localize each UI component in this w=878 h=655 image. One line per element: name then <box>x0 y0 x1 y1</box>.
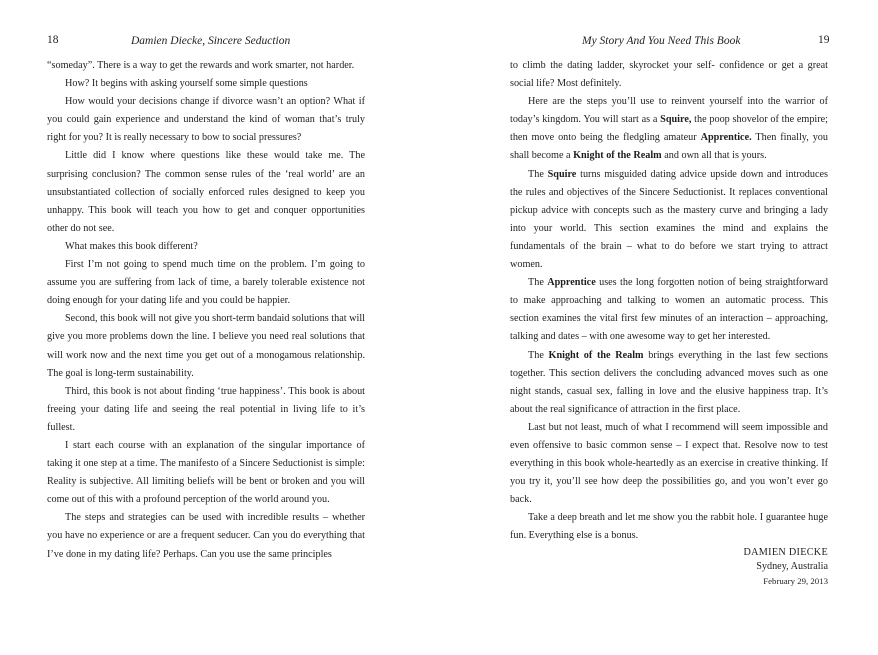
paragraph: The Apprentice uses the long forgotten notion of being straightforward to make approaching and talking to women an automatic process. This section examines the vital first few minutes of an interaction – approaching, talking and dates – with one awesome way to get her interested. <box>510 277 829 343</box>
body-text <box>47 57 365 564</box>
paragraph: How? It begins with asking yourself some simple questions <box>65 78 308 90</box>
term-knight: Knight of the Realm <box>573 150 662 162</box>
term-squire: Squire, <box>660 114 692 126</box>
author-name: DAMIEN DIECKE <box>743 546 828 558</box>
body-text <box>510 57 828 588</box>
paragraph: Here are the steps you’ll use to reinvent yourself into the warrior of today’s kingdom. You will start as a Squire, the poop shovelor of the empire; then move onto being the fledgling amateur Apprentice. Then finally, you shall become a Knight of the Realm and own all that is yours. <box>510 96 829 162</box>
term-knight: Knight of the Realm <box>548 349 644 361</box>
page-number: 19 <box>818 34 830 46</box>
running-header: Damien Diecke, Sincere Seduction <box>131 35 291 47</box>
paragraph: I start each course with an explanation of the singular importance of taking it one step at a time. The manifesto of a Sincere Seductionist is simple: Reality is subjective. All limiting beliefs will be bent or broken and you will come out of this with a profound perception of the world around you. <box>47 439 365 506</box>
term-apprentice: Apprentice <box>547 277 596 289</box>
paragraph: The Knight of the Realm brings everything in the last few sections together. This section delivers the concluding advanced moves such as one night stands, casual sex, falling in love and the elusive happiness trap. It’s about the real significance of attraction in the first place. <box>510 349 828 415</box>
paragraph: “someday”. There is a way to get the rewards and work smarter, not harder. <box>47 60 355 71</box>
signature-date: February 29, 2013 <box>763 575 828 586</box>
paragraph: First I’m not going to spend much time on the problem. I’m going to assume you are suffering from lack of time, a barely tolerable existence not doing enough for your dating life and you could be happier. <box>47 259 365 307</box>
paragraph: What makes this book different? <box>65 240 198 252</box>
paragraph: Little did I know where questions like these would take me. The surprising conclusion? The common sense rules of the ‘real world’ are an unsubstantiated collection of socially enforced rules designed to keep you unhappy. This book will teach you how to get and conquer opportunities other do not see. <box>47 150 365 234</box>
paragraph: Last but not least, much of what I recommend will seem impossible and even offensive to basic common sense – I expect that. Resolve now to test everything in this book whole-heartedly as an exercise in creative thinking. If you try it, you’ll see how deep the possibilities go, and you won’t ever go back. <box>510 421 828 506</box>
term-apprentice: Apprentice. <box>700 132 752 144</box>
paragraph: Take a deep breath and let me show you the rabbit hole. I guarantee huge fun. Everything else is a bonus. <box>510 512 828 542</box>
paragraph: The steps and strategies can be used with incredible results – whether you have no experience or are a frequent seducer. Can you do everything that I’ve done in my dating life? Perhaps. Can you use the same principles <box>47 512 365 560</box>
paragraph: to climb the dating ladder, skyrocket your self- confidence or get a great social life? Most definitely. <box>510 60 828 90</box>
paragraph: The Squire turns misguided dating advice upside down and introduces the rules and objectives of the Sincere Seductionist. It replaces conventional pickup advice with concepts such as the mastery curve and bringing a lady into your world. This section examines the mind and explains the fundamentals of the brain – what to do before we start trying to attract women. <box>510 168 828 271</box>
paragraph: Second, this book will not give you short-term bandaid solutions that will give you more problems down the line. I believe you need real solutions that will work now and the next time you get out of a monogamous relationship. The goal is long-term sustainability. <box>47 313 365 379</box>
running-header: My Story And You Need This Book <box>582 35 741 47</box>
signature-block <box>510 546 828 588</box>
paragraph: Third, this book is not about finding ‘true happiness’. This book is about freeing your dating life and seeing the real potential in living life to it’s fullest. <box>47 385 365 433</box>
page-number: 18 <box>47 34 59 46</box>
author-location: Sydney, Australia <box>756 560 828 572</box>
term-squire: Squire <box>547 168 577 180</box>
right-page <box>439 0 878 655</box>
paragraph: How would your decisions change if divorce wasn’t an option? What if you could gain experience and understand the kind of woman that’s truly right for you? It is really necessary to bow to social pressures? <box>47 96 365 144</box>
